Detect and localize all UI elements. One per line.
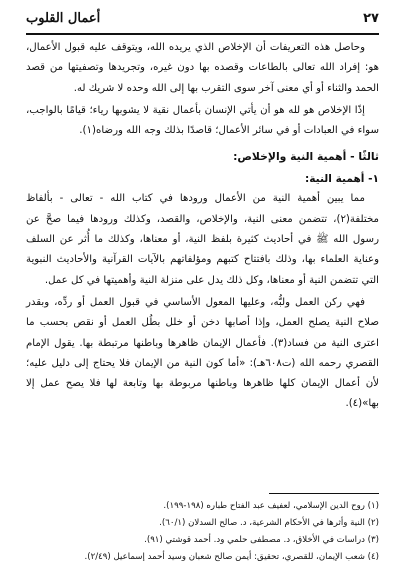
footnote-ref-1: (١). xyxy=(79,125,96,137)
paragraph-niyyah-role: فهي ركن العمل ولبُّه، وعليها المعول الأساسي في قبول العمل أو ردِّه، وبقدر صلاح النية يصلح العمل، وإذا أصابها دخن أو خلل بطُل العمل أو نقص بحسب ما اعترى النية من فساد(٣). فأعمال الإيمان ظاهرها وباطنها مرتبطة بها. يقول الإمام القصري رحمه الله (ت٦٠٨هـ): «أما كون النية من الإيمان فلا يحتاج إلى دليل عليه؛ لأن أعمال الإيمان كلها ظاهرها وباطنها مربوطة بها وتابعة لها فلا يصح عمل إلا بها»(٤). xyxy=(26,296,379,410)
header-divider xyxy=(26,33,379,35)
footnotes xyxy=(26,493,379,566)
paragraph-ikhlas-text: إذًا الإخلاص هو لله هو أن يأتي الإنسان بأعمال نقية لا يشوبها رياء؛ قيامًا بالواجب، سواء في العبادات أو في سائر الأعمال؛ قاصدًا بذلك وجه الله ورضاه xyxy=(26,104,379,137)
paragraph-definition-summary: وحاصل هذه التعريفات أن الإخلاص الذي يريده الله، ويتوقف عليه قبول الأعمال، هو: إفراد الله تعالى بالطاعات وقصده بها دون غيره، وتجريدها وتصفيتها من قصد الحمد والثناء أو أي معنى آخر سوى التقرب بها إلى الله وحده لا شريك له. xyxy=(26,42,379,94)
footnote-3: (٣) دراسات في الأخلاق، د. مصطفى حلمي ود. أحمد قوشتي (٩١). xyxy=(144,535,379,545)
section-heading: ثالثًا - أهمية النية والإخلاص: xyxy=(233,150,379,164)
book-title: أعمال القلوب xyxy=(26,10,101,26)
page-number: ٢٧ xyxy=(363,10,379,26)
page-body xyxy=(26,38,379,417)
footnote-4: (٤) شعب الإيمان، للقصري، تحقيق: أيمن صالح شعبان وسيد أحمد إسماعيل (٢/٤٩). xyxy=(84,552,379,562)
paragraph-niyyah-importance: مما يبين أهمية النية من الأعمال ورودها في كتاب الله - تعالى - بألفاظ مختلفة(٢)، تتضمن معنى النية، والإخلاص، والقصد، وكذلك ورودها فيما صحَّ عن رسول الله ﷺ في أحاديث كثيرة بلفظ النية، أو معناها، وكذلك ما أُثر عن السلف وعناية العلماء بها، وذلك بافتتاح كتبهم ومؤلفاتهم بالآيات القرآنية والأحاديث النبوية التي تتضمن النية أو معناها، وكل ذلك يدل على منزلة النية وأهميتها في كل عمل. xyxy=(26,193,379,286)
footnote-divider xyxy=(269,493,379,494)
page-header xyxy=(26,6,379,30)
paragraph-ikhlas-meaning xyxy=(26,101,379,142)
footnote-1: (١) روح الدين الإسلامي، لعفيف عبد الفتاح طباره (١٩٨-١٩٩). xyxy=(163,501,379,511)
sub-heading: ١- أهمية النية: xyxy=(305,173,379,186)
footnote-2: (٢) النية وأثرها في الأحكام الشرعية، د. صالح السدلان (٦٠/١). xyxy=(159,518,379,528)
